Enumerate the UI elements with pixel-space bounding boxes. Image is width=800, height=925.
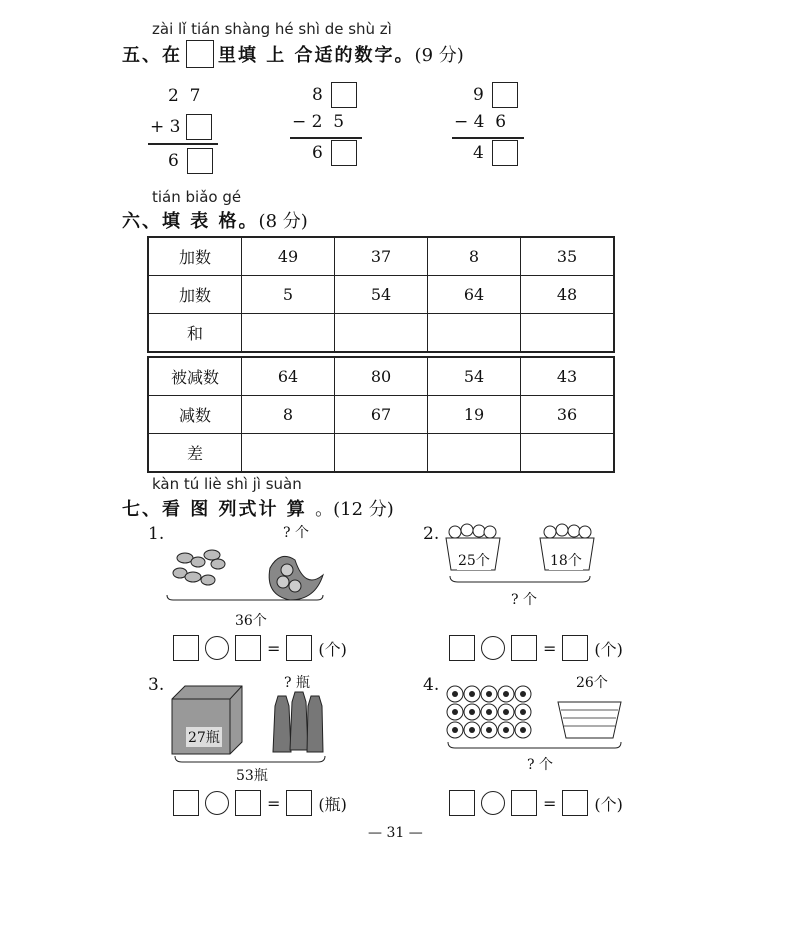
q4-equation	[449, 790, 623, 816]
answer-cell[interactable]	[521, 314, 615, 353]
table-cell: 8	[242, 396, 335, 434]
section7-heading	[122, 495, 394, 521]
q2-result-box[interactable]	[562, 635, 588, 661]
table-cell: 36	[521, 396, 615, 434]
p2-answer-box-1[interactable]	[331, 82, 357, 108]
q1-label-top: ? 个	[283, 525, 309, 541]
p3-top: 9	[473, 85, 484, 105]
q4-operator-circle[interactable]	[481, 791, 505, 815]
table-row	[148, 237, 614, 276]
p3-bottom: 4	[473, 143, 484, 163]
table-cell: 64	[428, 276, 521, 314]
q4-operand-box-2[interactable]	[511, 790, 537, 816]
q3-operand-box-2[interactable]	[235, 790, 261, 816]
p1-op-row	[150, 114, 212, 140]
p3-answer-box-2[interactable]	[492, 140, 518, 166]
q1-unit: (个)	[318, 639, 347, 659]
table-row	[148, 314, 614, 353]
p3-top-row	[473, 82, 518, 108]
q3-operand-box-1[interactable]	[173, 790, 199, 816]
bottles-box-illustration	[170, 684, 330, 764]
q1-number: 1.	[148, 524, 165, 544]
equals-sign: =	[267, 793, 281, 813]
p2-top: 8	[312, 85, 323, 105]
q4-label-total: ? 个	[527, 757, 553, 773]
p1-bottom: 6	[168, 151, 179, 171]
p2-result-row	[312, 140, 357, 166]
q4-label-top: 26个	[576, 675, 608, 691]
q1-label-total: 36个	[235, 613, 267, 629]
q1-equation	[173, 635, 347, 661]
section5-heading	[122, 40, 464, 68]
table-cell: 49	[242, 237, 335, 276]
addition-table	[147, 236, 615, 353]
row-label: 减数	[148, 396, 242, 434]
answer-cell[interactable]	[335, 314, 428, 353]
table-cell: 54	[428, 357, 521, 396]
p3-result-row	[473, 140, 518, 166]
p1-op: + 3	[150, 117, 181, 137]
table-cell: 54	[335, 276, 428, 314]
q2-number: 2.	[423, 524, 440, 544]
p2-answer-box-2[interactable]	[331, 140, 357, 166]
row-label: 和	[148, 314, 242, 353]
q3-label-total: 53瓶	[236, 768, 268, 784]
q2-label-a: 25个	[457, 550, 491, 570]
section5-title: 里填 上 合适的数字。	[218, 45, 415, 66]
table-cell: 5	[242, 276, 335, 314]
peanuts-illustration	[165, 540, 335, 610]
answer-cell[interactable]	[428, 314, 521, 353]
subtraction-table	[147, 356, 615, 473]
row-label: 加数	[148, 237, 242, 276]
p3-op: − 4 6	[454, 112, 507, 132]
q2-operand-box-2[interactable]	[511, 635, 537, 661]
table-cell: 35	[521, 237, 615, 276]
q3-operator-circle[interactable]	[205, 791, 229, 815]
answer-cell[interactable]	[242, 434, 335, 473]
q3-equation	[173, 790, 347, 816]
p3-rule	[452, 137, 524, 139]
q2-label-b: 18个	[549, 550, 583, 570]
q2-equation	[449, 635, 623, 661]
row-label: 被减数	[148, 357, 242, 396]
table-cell: 80	[335, 357, 428, 396]
p2-top-row	[312, 82, 357, 108]
table-row	[148, 434, 614, 473]
equals-sign: =	[267, 638, 281, 658]
p1-answer-box-2[interactable]	[187, 148, 213, 174]
row-label: 差	[148, 434, 242, 473]
table-row	[148, 357, 614, 396]
table-cell: 48	[521, 276, 615, 314]
table-cell: 19	[428, 396, 521, 434]
answer-cell[interactable]	[521, 434, 615, 473]
section6-title: 六、填 表 格。	[122, 211, 259, 232]
p3-answer-box-1[interactable]	[492, 82, 518, 108]
table-cell: 43	[521, 357, 615, 396]
answer-cell[interactable]	[428, 434, 521, 473]
p1-top: 2 7	[168, 86, 201, 106]
q3-label-box: 27瓶	[186, 727, 222, 747]
table-cell: 37	[335, 237, 428, 276]
q2-unit: (个)	[594, 639, 623, 659]
q1-operand-box-2[interactable]	[235, 635, 261, 661]
p2-bottom: 6	[312, 143, 323, 163]
q1-result-box[interactable]	[286, 635, 312, 661]
table-cell: 64	[242, 357, 335, 396]
table-cell: 67	[335, 396, 428, 434]
q1-operand-box-1[interactable]	[173, 635, 199, 661]
section7-points: 。(12 分)	[315, 499, 394, 520]
page-number: — 31 —	[368, 825, 423, 841]
section5-pinyin: zài lǐ tián shàng hé shì de shù zì	[152, 20, 392, 38]
q4-unit: (个)	[594, 794, 623, 814]
q3-label-top: ? 瓶	[284, 675, 310, 691]
equals-sign: =	[543, 793, 557, 813]
section5-prefix: 五、在	[122, 45, 182, 66]
answer-cell[interactable]	[242, 314, 335, 353]
section6-pinyin: tián biǎo gé	[152, 188, 242, 206]
q3-number: 3.	[148, 675, 165, 695]
section6-points: (8 分)	[258, 211, 308, 232]
section6-heading	[122, 207, 308, 233]
q2-label-total: ? 个	[511, 592, 537, 608]
section7-pinyin: kàn tú liè shì jì suàn	[152, 475, 302, 493]
section7-title: 七、看 图 列式计 算	[122, 499, 307, 520]
table-row	[148, 396, 614, 434]
soccer-balls-illustration	[443, 684, 623, 754]
q4-result-box[interactable]	[562, 790, 588, 816]
equals-sign: =	[543, 638, 557, 658]
q4-operand-box-1[interactable]	[449, 790, 475, 816]
q1-operator-circle[interactable]	[205, 636, 229, 660]
heading-answer-box	[186, 40, 214, 68]
q2-operator-circle[interactable]	[481, 636, 505, 660]
row-label: 加数	[148, 276, 242, 314]
table-row	[148, 276, 614, 314]
p1-result-row	[168, 148, 213, 174]
q2-operand-box-1[interactable]	[449, 635, 475, 661]
p1-rule	[148, 143, 218, 145]
table-cell: 8	[428, 237, 521, 276]
answer-cell[interactable]	[335, 434, 428, 473]
section5-points: (9 分)	[414, 45, 464, 66]
q3-unit: (瓶)	[318, 794, 347, 814]
p2-rule	[290, 137, 362, 139]
q4-number: 4.	[423, 675, 440, 695]
q3-result-box[interactable]	[286, 790, 312, 816]
p1-answer-box-1[interactable]	[186, 114, 212, 140]
p2-op: − 2 5	[292, 112, 345, 132]
